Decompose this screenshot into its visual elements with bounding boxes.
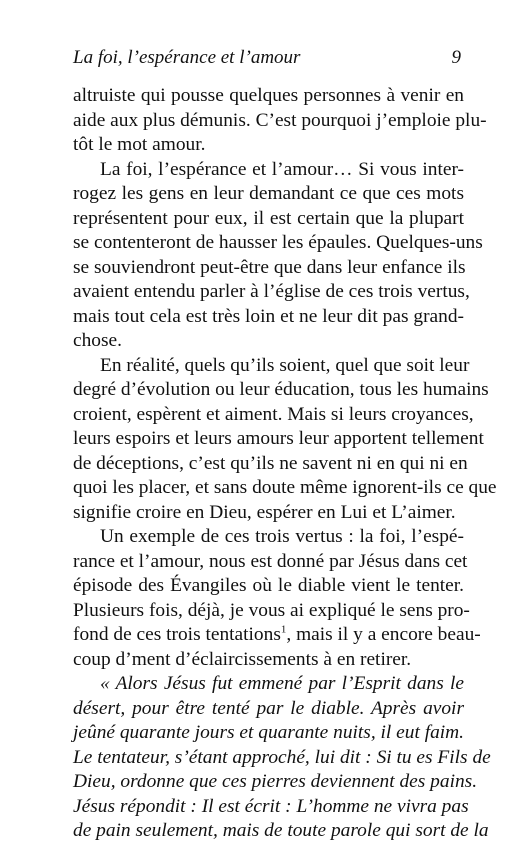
- text-line: La foi, l’espérance et l’amour… Si vous inter-: [100, 158, 464, 180]
- text-line: rance et l’amour, nous est donné par Jésus dans cet: [73, 550, 468, 572]
- paragraph-1: [73, 84, 487, 158]
- text-line: mais tout cela est très loin et ne leur dit pas grand-: [73, 305, 464, 327]
- quote-paragraph: [73, 672, 491, 844]
- paragraph-2: [73, 158, 483, 354]
- text-line: En réalité, quels qu’ils soient, quel que soit leur: [100, 354, 470, 376]
- text-line: chose.: [73, 330, 122, 351]
- text-line: désert, pour être tenté par le diable. Après avoir: [73, 697, 464, 719]
- text-line: représentent pour eux, il est certain que la plupart: [73, 207, 464, 229]
- text-fragment: ment d’éclaircissements à en retirer.: [131, 648, 412, 670]
- text-line: jeûné quarante jours et quarante nuits, il eut faim.: [73, 722, 465, 743]
- text-line: degré d’évolution ou leur éducation, tous les humains: [73, 379, 489, 400]
- page-number: 9: [451, 47, 461, 68]
- text-line: quoi les placer, et sans doute même ignorent-ils ce que: [73, 477, 497, 498]
- text-line: Plusieurs fois, déjà, je vous ai expliqué le sens pro-: [73, 599, 470, 621]
- text-fragment: coup d’: [73, 648, 132, 670]
- text-fragment: fond de ces trois tentations: [73, 624, 281, 645]
- text-line: aide aux plus démunis. C’est pourquoi j’emploie plu-: [73, 109, 487, 131]
- text-line: « Alors Jésus fut emmené par l’Esprit dans le: [100, 673, 464, 694]
- text-line: de pain seulement, mais de toute parole qui sort de la: [73, 820, 489, 841]
- text-line-with-footnote: [73, 623, 481, 648]
- footnote-marker[interactable]: 1: [280, 623, 287, 636]
- paragraph-3: [73, 354, 497, 526]
- text-line: Dieu, ordonne que ces pierres deviennent des pains.: [73, 771, 478, 792]
- text-line: avaient entendu parler à l’église de ces trois vertus,: [73, 281, 470, 302]
- text-line: altruiste qui pousse quelques personnes à venir en: [73, 85, 464, 106]
- text-line: épisode des Évangiles où le diable vient le tenter.: [73, 575, 464, 596]
- text-line: tôt le mot amour.: [73, 134, 206, 155]
- text-line: se contenteront de hausser les épaules. Quelques-uns: [73, 232, 483, 253]
- running-title: La foi, l’espérance et l’amour: [73, 47, 301, 68]
- text-line: signifie croire en Dieu, espérer en Lui et L’aimer.: [73, 501, 456, 523]
- text-line: de déceptions, c’est qu’ils ne savent ni en qui ni en: [73, 452, 468, 474]
- text-line: leurs espoirs et leurs amours leur apportent tellement: [73, 428, 484, 449]
- text-line: Un exemple de ces trois vertus : la foi, l’espé-: [100, 526, 464, 547]
- paragraph-4: [73, 525, 481, 672]
- text-line: Le tentateur, s’étant approché, lui dit : Si tu es Fils de: [73, 746, 491, 768]
- body-text: [73, 84, 497, 844]
- text-line: Jésus répondit : Il est écrit : L’homme ne vivra pas: [73, 795, 469, 817]
- text-line: rogez les gens en leur demandant ce que ces mots: [73, 183, 464, 204]
- running-header: [73, 46, 461, 70]
- text-fragment: , mais il y a encore beau-: [286, 624, 481, 645]
- text-line: [73, 648, 464, 673]
- text-line: se souviendront peut-être que dans leur enfance ils: [73, 256, 466, 278]
- text-line: croient, espèrent et aiment. Mais si leurs croyances,: [73, 403, 474, 425]
